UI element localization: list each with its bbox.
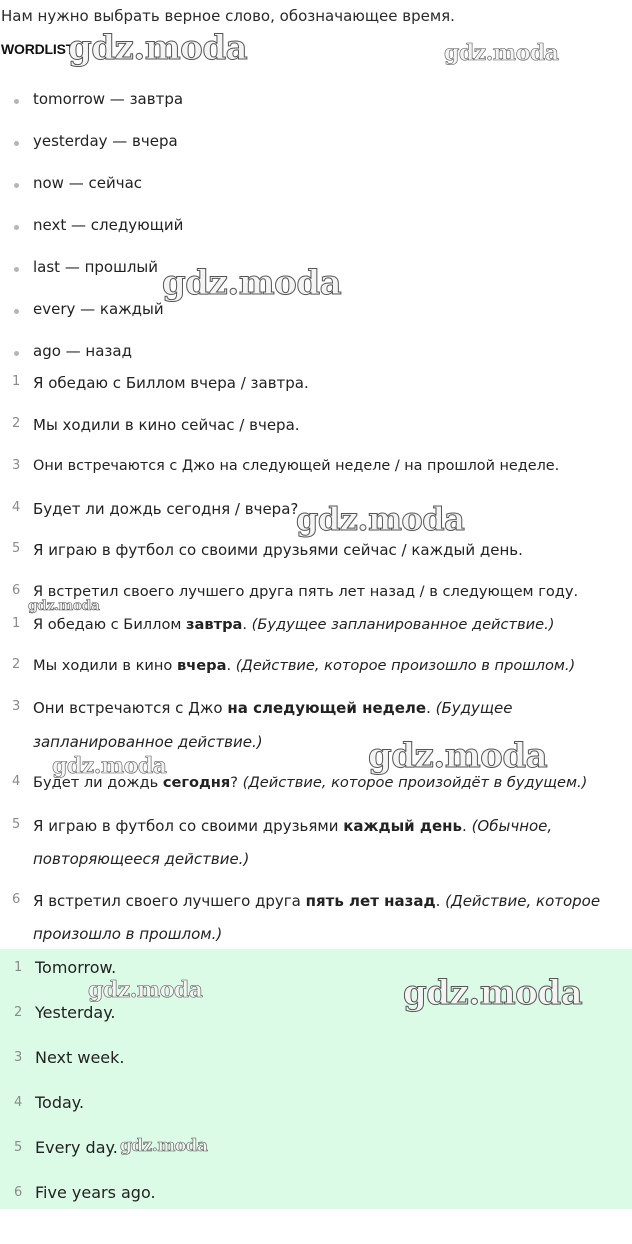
watermark-logo: gdz.moda bbox=[28, 598, 100, 614]
answer-number: 5 bbox=[14, 1140, 23, 1155]
explanation-number: 6 bbox=[12, 892, 21, 907]
bullet-icon bbox=[14, 99, 19, 104]
answer-number: 4 bbox=[14, 1095, 23, 1110]
task-text: Я обедаю с Биллом вчера / завтра. bbox=[33, 374, 309, 392]
task-text: Я встретил своего лучшего друга пять лет назад / в следующем году. bbox=[33, 583, 579, 600]
answer-text: Yesterday. bbox=[35, 1003, 116, 1022]
watermark-logo: gdz.moda bbox=[368, 736, 548, 776]
bullet-icon bbox=[14, 267, 19, 272]
answer-text: Every day. bbox=[35, 1138, 118, 1157]
task-text: Они встречаются с Джо на следующей неделе / на прошлой неделе. bbox=[33, 458, 560, 474]
watermark-logo: gdz.moda bbox=[444, 40, 559, 66]
watermark-logo: gdz.moda bbox=[68, 28, 248, 68]
watermark-logo: gdz.moda bbox=[296, 500, 465, 538]
task-number: 3 bbox=[12, 458, 21, 473]
answer-number: 1 bbox=[14, 960, 23, 975]
answer-text: Tomorrow. bbox=[35, 958, 117, 977]
explanation-number: 5 bbox=[12, 817, 21, 832]
answer-number: 2 bbox=[14, 1005, 23, 1020]
answer-text: Five years ago. bbox=[35, 1183, 156, 1202]
bullet-icon bbox=[14, 351, 19, 356]
wordlist-title: WORDLIST bbox=[1, 41, 75, 57]
intro-text: Нам нужно выбрать верное слово, обозначающее время. bbox=[1, 7, 455, 25]
bullet-icon bbox=[14, 225, 19, 230]
explanation-number: 2 bbox=[12, 657, 21, 672]
answer-text: Next week. bbox=[35, 1048, 125, 1067]
task-text: Я играю в футбол со своими друзьями сейчас / каждый день. bbox=[33, 541, 523, 559]
watermark-logo: gdz.moda bbox=[403, 973, 583, 1013]
bullet-icon bbox=[14, 309, 19, 314]
bullet-icon bbox=[14, 183, 19, 188]
task-number: 5 bbox=[12, 541, 21, 556]
answer-text: Today. bbox=[35, 1093, 85, 1112]
explanation-number: 1 bbox=[12, 616, 21, 631]
watermark-logo: gdz.moda bbox=[52, 753, 167, 779]
explanation-number: 4 bbox=[12, 774, 21, 789]
answer-number: 3 bbox=[14, 1050, 23, 1065]
explanation-number: 3 bbox=[12, 699, 21, 714]
task-text: Будет ли дождь сегодня / вчера? bbox=[33, 500, 299, 518]
task-number: 6 bbox=[12, 583, 21, 598]
task-number: 4 bbox=[12, 500, 21, 515]
task-text: Мы ходили в кино сейчас / вчера. bbox=[33, 416, 300, 434]
answer-number: 6 bbox=[14, 1185, 23, 1200]
watermark-logo: gdz.moda bbox=[88, 977, 203, 1003]
task-number: 1 bbox=[12, 374, 21, 389]
task-number: 2 bbox=[12, 416, 21, 431]
bullet-icon bbox=[14, 141, 19, 146]
watermark-logo: gdz.moda bbox=[120, 1136, 208, 1156]
watermark-logo: gdz.moda bbox=[162, 263, 342, 303]
